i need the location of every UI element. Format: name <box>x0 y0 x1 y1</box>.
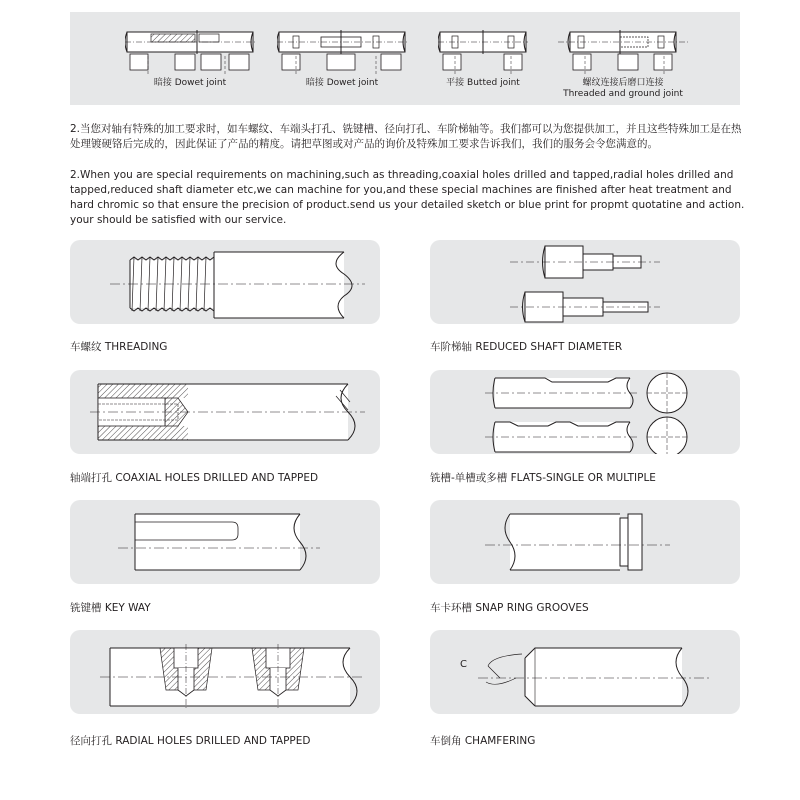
joint-label: 暗接 Dowet joint <box>305 78 379 88</box>
caption-chamfering: 车倒角 CHAMFERING <box>430 735 536 747</box>
chamfering-diagram <box>430 630 740 714</box>
joint-label: 平接 Butted joint <box>446 78 520 88</box>
panel-flats <box>430 370 740 454</box>
joint-label: 暗接 Dowet joint <box>153 78 227 88</box>
paragraph-chinese: 2.当您对轴有特殊的加工要求时，如车螺纹、车端头打孔、铣键槽、径向打孔、车阶梯轴等。我们都可以为您提供加工，并且这些特殊加工是在热处理镀硬铬后完成的，因此保证了产品的精度。请把草图或对产品的询价及特殊加工要求告诉我们，我们的服务会令您满意的。 <box>70 123 742 150</box>
joint-label <box>558 78 688 100</box>
dowel-joint-diagram <box>125 12 255 78</box>
flats-diagram <box>430 370 740 454</box>
reduced-shaft-diagram <box>430 240 740 324</box>
joint-types-banner <box>70 12 740 105</box>
caption-coaxial-holes: 轴端打孔 COAXIAL HOLES DRILLED AND TAPPED <box>70 472 319 484</box>
panel-coaxial-holes <box>70 370 380 454</box>
caption-reduced-shaft: 车阶梯轴 REDUCED SHAFT DIAMETER <box>430 341 623 353</box>
joint-threaded-ground <box>558 12 688 105</box>
caption-radial-holes: 径向打孔 RADIAL HOLES DRILLED AND TAPPED <box>70 735 311 747</box>
caption-flats: 铣槽-单槽或多槽 FLATS-SINGLE OR MULTIPLE <box>430 472 656 484</box>
panel-chamfering <box>430 630 740 714</box>
caption-threading: 车螺纹 THREADING <box>70 341 168 353</box>
panel-radial-holes <box>70 630 380 714</box>
chamfer-symbol: C <box>460 659 467 670</box>
snap-ring-diagram <box>430 500 740 584</box>
panel-key-way <box>70 500 380 584</box>
dowel-joint-pin-diagram <box>277 12 407 78</box>
key-way-diagram <box>70 500 380 584</box>
joint-label-en: Threaded and ground joint <box>563 89 683 99</box>
radial-holes-diagram <box>70 630 380 714</box>
joint-dowel-2 <box>277 12 407 105</box>
threaded-joint-diagram <box>558 12 688 78</box>
joint-label-cn: 螺纹连接后磨口连接 <box>582 78 664 88</box>
threading-diagram <box>70 240 380 324</box>
panel-snap-ring <box>430 500 740 584</box>
joint-butted <box>438 12 528 105</box>
butted-joint-diagram <box>438 12 528 78</box>
coaxial-holes-diagram <box>70 370 380 454</box>
paragraph-english: 2.When you are special requirements on machining,such as threading,coaxial holes drilled and tapped,radial holes drilled and tapped,reduced shaft diameter etc,we can machine for you,and these special machines are finished after heat treatment and hard chromic so that ensure the precision of product.send us your detailed sketch or blue print for propmt quotatine and action. your should be satisfied with our service. <box>70 169 745 226</box>
caption-snap-ring: 车卡环槽 SNAP RING GROOVES <box>430 602 589 614</box>
panel-threading <box>70 240 380 324</box>
caption-key-way: 铣键槽 KEY WAY <box>70 602 151 614</box>
joint-dowel-1 <box>125 12 255 105</box>
panel-reduced-shaft <box>430 240 740 324</box>
